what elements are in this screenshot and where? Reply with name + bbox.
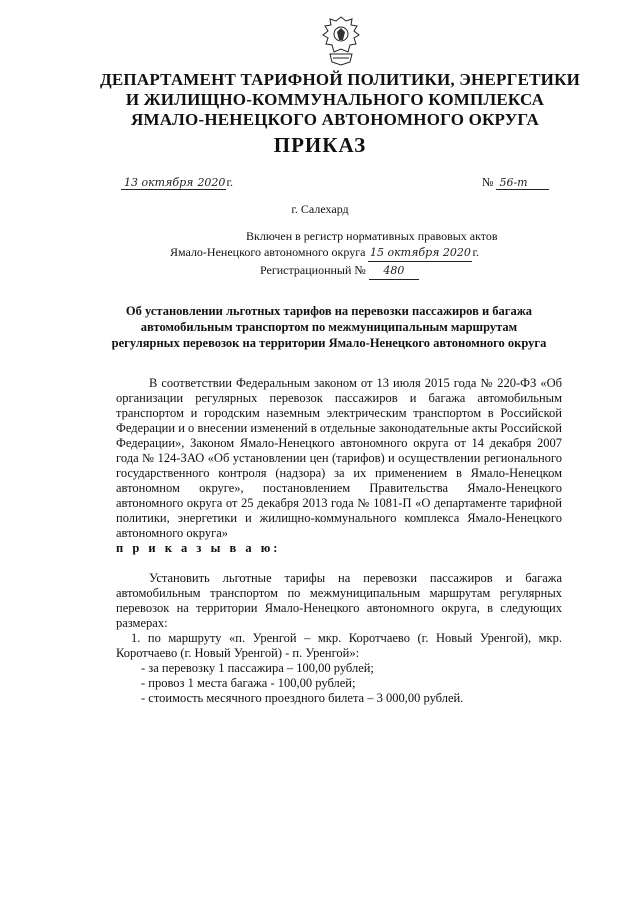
registration-handwritten-number: 480 [369, 263, 419, 280]
registration-date-suffix: г. [472, 245, 480, 259]
order-word: п р и к а з ы в а ю: [116, 541, 281, 555]
handwritten-date: 13 октября [121, 176, 194, 190]
subject-line: Об установлении льготных тарифов на перевозки пассажиров и багажа [125, 304, 533, 318]
route-item: 1. по маршруту «п. Уренгой – мкр. Коротчаево (г. Новый Уренгой), мкр. Коротчаево (г. Новый Уренгой) - п. Уренгой»: [116, 631, 562, 660]
department-line: ЯМАЛО-НЕНЕЦКОГО АВТОНОМНОГО ОКРУГА [130, 110, 540, 129]
department-line: ДЕПАРТАМЕНТ ТАРИФНОЙ ПОЛИТИКИ, ЭНЕРГЕТИКИ [100, 70, 581, 89]
registration-stamp [170, 228, 498, 280]
tariff-subitem: - провоз 1 места багажа - 100,00 рублей; [141, 676, 356, 690]
subject-line: регулярных перевозок на территории Ямало-Ненецкого автономного округа [111, 336, 547, 350]
document-type-title: ПРИКАЗ [273, 133, 367, 157]
subject-line: автомобильным транспортом по межмуниципальным маршрутам [140, 320, 518, 334]
registration-text: Ямало-Ненецкого автономного округа [170, 245, 366, 259]
order-number [482, 175, 549, 190]
document-subject [100, 303, 558, 351]
city: г. Салехард [291, 202, 349, 216]
tariff-subitem: - стоимость месячного проездного билета – 3 000,00 рублей. [141, 691, 464, 705]
date-suffix: г. [226, 175, 234, 189]
registration-handwritten-date: 15 октября 2020 [368, 245, 472, 262]
tariff-subitem: - за перевозку 1 пассажира – 100,00 рублей; [141, 661, 374, 675]
department-line: И ЖИЛИЩНО-КОММУНАЛЬНОГО КОМПЛЕКСА [125, 90, 545, 109]
order-date [121, 175, 233, 190]
registration-line: Включен в регистр нормативных правовых актов [246, 229, 498, 243]
coat-of-arms-emblem [318, 14, 364, 66]
document-body [116, 376, 562, 706]
preamble-paragraph: В соответствии Федеральным законом от 13 июля 2015 года № 220-ФЗ «Об организации регулярных перевозок пассажиров и багажа автомобильным транспортом и городским наземным электрическим транспортом в Российской Федерации и о внесении изменений в отдельные законодательные акты Российской Федерации», Законом Ямало-Ненецкого автономного округа от 14 декабря 2007 года № 124-ЗАО «Об установлении цен (тарифов) и осуществлении регионального государственного контроля (надзора) за их применением в Ямало-Ненецком автономном округе», постановлением Правительства Ямало-Ненецкого автономного округа от 25 декабря 2013 года № 1081-П «О департаменте тарифной политики, энергетики и жилищно-коммунального комплекса Ямало-Ненецкого автономного округа» [116, 376, 562, 540]
registration-line [170, 262, 498, 280]
handwritten-year: 2020 [194, 176, 226, 190]
handwritten-number: 56-т [496, 176, 549, 190]
number-prefix: № [482, 175, 494, 189]
registration-line [170, 244, 498, 262]
department-name [100, 70, 581, 130]
registration-number-label: Регистрационный № [260, 263, 366, 277]
establish-paragraph: Установить льготные тарифы на перевозки пассажиров и багажа автомобильным транспортом по межмуниципальным маршрутам регулярных перевозок на территории Ямало-Ненецкого автономного округа, в следующих размерах: [116, 571, 562, 630]
